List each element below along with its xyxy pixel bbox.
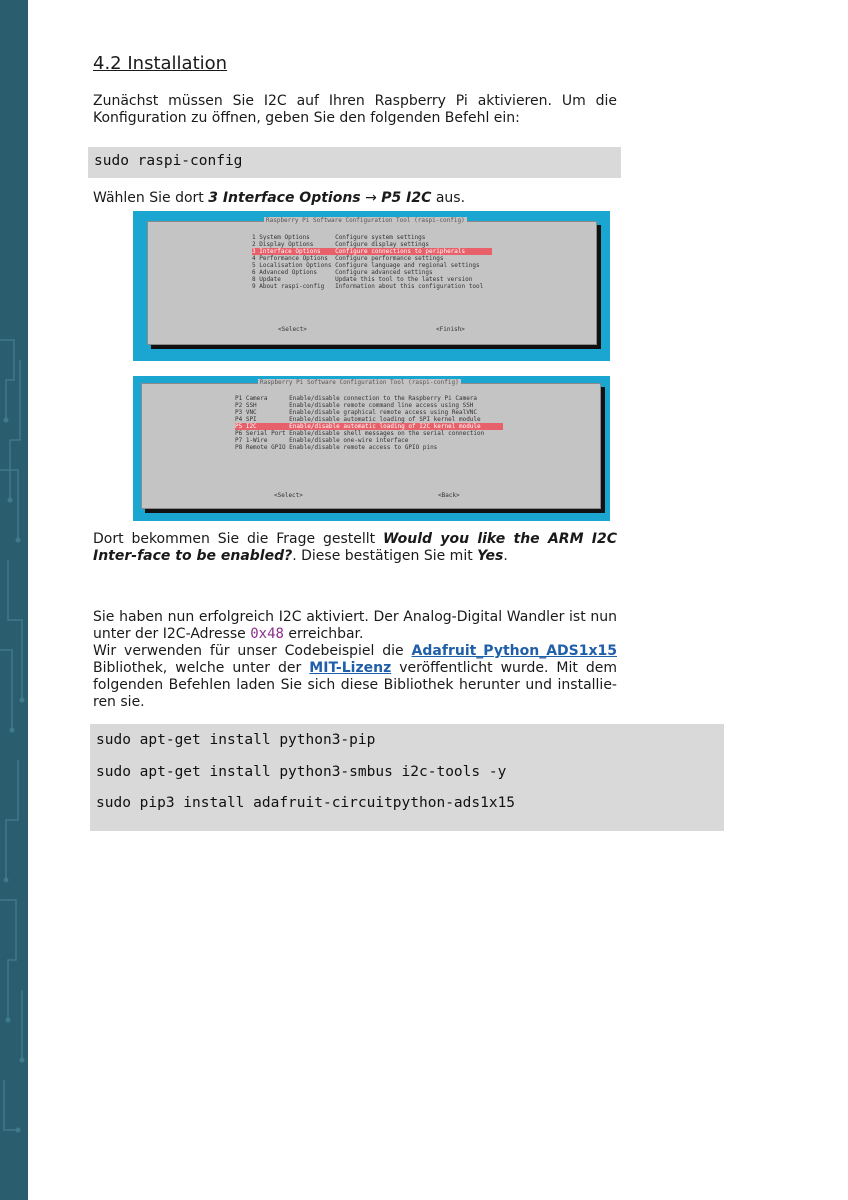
menu-row: 4 Performance Options Configure performance settings — [252, 255, 444, 262]
success-text-4: Bibliothek, welche unter der — [93, 660, 310, 676]
menu-row: P4 SPI Enable/disable automatic loading of SPI kernel module — [235, 416, 481, 423]
code-line: sudo pip3 install adafruit-circuitpython-ads1x15 — [96, 795, 516, 811]
menu-row: P3 VNC Enable/disable graphical remote access using RealVNC — [235, 409, 478, 416]
code-line: sudo raspi-config — [94, 153, 243, 169]
menu-row: 8 Update Update this tool to the latest version — [252, 276, 473, 283]
question-mid: . Diese bestätigen Sie mit — [292, 548, 478, 564]
choose-suffix: aus. — [431, 190, 466, 206]
mit-license-link[interactable]: MIT-Lizenz — [309, 660, 392, 676]
code-line: sudo apt-get install python3-smbus i2c-tools -y — [96, 764, 507, 780]
circuit-pattern-icon — [0, 0, 28, 1200]
menu-row: 2 Display Options Configure display settings — [252, 241, 430, 248]
raspi-config-code-block — [88, 147, 621, 178]
question-paragraph — [93, 531, 617, 565]
select-button-label: <Select> — [274, 492, 303, 499]
success-text-5: veröffentlicht wurde. Mit dem folgenden Befehlen laden Sie sich diese Bibliothek herunter und installie-ren sie. — [93, 660, 617, 710]
select-button-label: <Select> — [278, 326, 307, 333]
menu-row: 1 System Options Configure system settings — [252, 234, 426, 241]
install-commands-code-block — [90, 724, 724, 831]
terminal-title: Raspberry Pi Software Configuration Tool (raspi-config) — [260, 379, 459, 386]
menu-row: P1 Camera Enable/disable connection to the Raspberry Pi Camera — [235, 395, 478, 402]
back-button-label: <Back> — [438, 492, 460, 499]
raspi-config-interface-menu-screenshot — [133, 376, 610, 521]
question-suffix: . — [503, 548, 508, 564]
terminal-dialog — [141, 379, 601, 509]
yes-answer: Yes — [477, 548, 504, 564]
menu-row-selected: 3 Interface Options Configure connections to peripherals — [252, 248, 492, 255]
terminal-title: Raspberry Pi Software Configuration Tool (raspi-config) — [266, 217, 465, 224]
menu-row: 6 Advanced Options Configure advanced settings — [252, 269, 433, 276]
menu-row: 5 Localisation Options Configure language and regional settings — [252, 262, 480, 269]
success-text-2: erreichbar. — [283, 626, 364, 642]
menu-row-selected: P5 I2C Enable/disable automatic loading of I2C kernel module — [235, 423, 503, 430]
menu-row: P8 Remote GPIO Enable/disable remote access to GPIO pins — [235, 444, 438, 451]
question-prefix: Dort bekommen Sie die Frage gestellt — [93, 531, 383, 547]
i2c-address: 0x48 — [250, 626, 284, 642]
menu-path-p5-i2c: P5 I2C — [381, 190, 432, 206]
menu-path-interface-options: 3 Interface Options — [208, 190, 361, 206]
success-text-1: Sie haben nun erfolgreich I2C aktiviert. Der Analog-Digital Wandler ist nun unter der I2C-Adresse — [93, 609, 617, 642]
raspi-config-main-menu-screenshot — [133, 211, 610, 361]
section-heading: 4.2 Installation — [93, 53, 228, 74]
choose-prefix: Wählen Sie dort — [93, 190, 209, 206]
sidebar-decoration — [0, 0, 28, 1200]
menu-row: 9 About raspi-config Information about this configuration tool — [252, 283, 484, 290]
success-paragraph — [93, 609, 617, 711]
intro-paragraph: Zunächst müssen Sie I2C auf Ihren Raspberry Pi aktivieren. Um die Konfiguration zu öffnen, geben Sie den folgenden Befehl ein: — [93, 93, 617, 126]
question-text: Would you like the ARM I2C Inter-face to be enabled? — [93, 531, 618, 564]
adafruit-library-link[interactable]: Adafruit_Python_ADS1x15 — [411, 643, 617, 659]
choose-option-paragraph — [93, 190, 617, 207]
finish-button-label: <Finish> — [436, 326, 465, 333]
terminal-dialog — [147, 217, 597, 345]
menu-row: P6 Serial Port Enable/disable shell messages on the serial connection — [235, 430, 485, 437]
menu-row: P2 SSH Enable/disable remote command line access using SSH — [235, 402, 474, 409]
code-line: sudo apt-get install python3-pip — [96, 732, 376, 748]
menu-row: P7 1-Wire Enable/disable one-wire interface — [235, 437, 409, 444]
arrow-text: → — [360, 190, 382, 206]
success-text-3: Wir verwenden für unser Codebeispiel die — [93, 643, 412, 659]
